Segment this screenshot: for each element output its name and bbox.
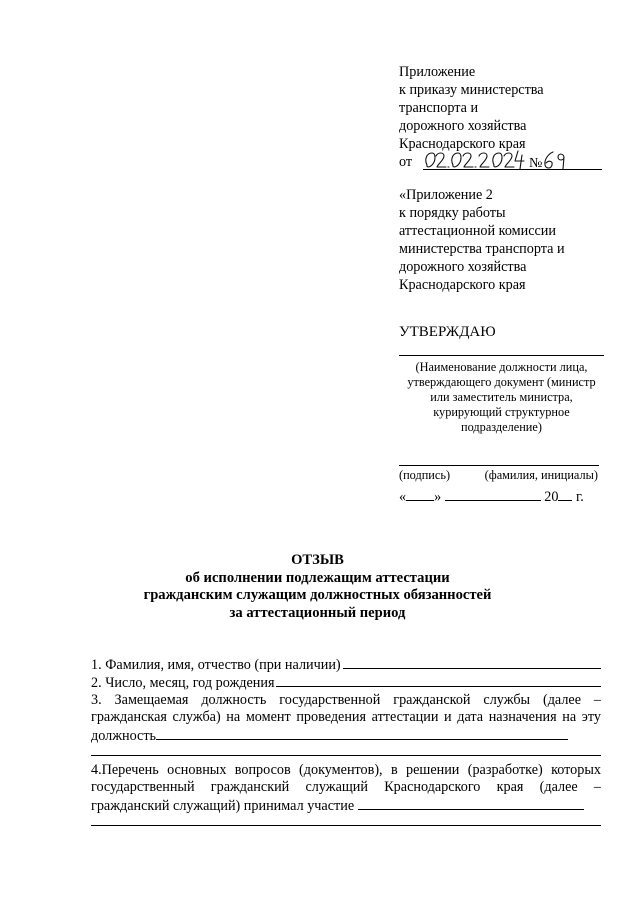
- year-suffix: г.: [576, 489, 584, 505]
- signature-line: [399, 465, 599, 466]
- name-caption: (фамилия, инициалы): [484, 468, 598, 482]
- field-label: 4.Перечень основных вопросов (документов), в решении (разработке) которых государственный гражданский служащий Краснодарского края (далее – гражданский служащий) принимал участие: [91, 762, 601, 814]
- appendix-2-line: аттестационной комиссии: [399, 223, 556, 239]
- year-blank: [558, 487, 572, 501]
- full-name-blank: [343, 656, 601, 669]
- field-position: [91, 692, 601, 745]
- position-blank: [156, 726, 568, 740]
- birth-date-blank: [276, 674, 601, 687]
- month-blank: [445, 487, 541, 501]
- document-title: [60, 552, 575, 622]
- appendix-2-line: Краснодарского края: [399, 277, 526, 293]
- appendix-1-line: транспорта и: [399, 100, 479, 116]
- day-blank: [406, 487, 434, 501]
- signature-caption: (подпись): [399, 468, 451, 482]
- appendix-2-header: [399, 186, 604, 294]
- signature-captions: [399, 468, 604, 483]
- year-prefix: 20: [544, 489, 559, 505]
- title-line: об исполнении подлежащим аттестации: [185, 569, 450, 586]
- approver-position-caption: (Наименование должности лица, утверждающего документ (министр или заместитель министра, курирующий структурное подразделение): [407, 360, 596, 434]
- title-line: за аттестационный период: [229, 604, 406, 621]
- appendix-2-line: «Приложение 2: [399, 187, 493, 203]
- approver-position-line: [399, 355, 604, 356]
- appendix-1-line: к приказу министерства: [399, 82, 544, 98]
- appendix-1-line: Приложение: [399, 64, 476, 80]
- review-form: [91, 656, 601, 832]
- date-open-quote: «: [399, 489, 407, 505]
- field-label: 3. Замещаемая должность государственной гражданской службы (далее – гражданская служба) на момент проведения аттестации и дата назначения на эту должность: [91, 692, 601, 744]
- appendix-1-line: Краснодарского края: [399, 136, 526, 152]
- main-issues-blank: [358, 796, 584, 810]
- title-line: ОТЗЫВ: [291, 552, 344, 568]
- approval-title: УТВЕРЖДАЮ: [399, 324, 496, 340]
- position-extra-line: [91, 755, 601, 756]
- main-issues-extra-line: [91, 825, 601, 826]
- appendix-2-line: к порядку работы: [399, 205, 506, 221]
- number-sign: №: [529, 156, 543, 171]
- signature-row: [399, 465, 604, 483]
- title-line: гражданским служащим должностных обязанностей: [143, 587, 492, 603]
- field-label: 2. Число, месяц, год рождения: [91, 675, 275, 691]
- appendix-2-line: дорожного хозяйства: [399, 259, 527, 275]
- approval-block: [399, 323, 604, 506]
- field-main-issues: [91, 762, 601, 815]
- handwritten-date-number: [423, 147, 573, 175]
- field-birth-date: [91, 674, 601, 692]
- field-label: 1. Фамилия, имя, отчество (при наличии): [91, 657, 341, 673]
- order-date-number-field: [399, 153, 604, 173]
- date-prefix: от: [399, 154, 413, 170]
- date-close-quote: »: [434, 489, 442, 505]
- appendix-2-line: министерства транспорта и: [399, 241, 565, 257]
- approval-date-row: [399, 487, 604, 506]
- appendix-1-header: [399, 63, 604, 173]
- appendix-1-line: дорожного хозяйства: [399, 118, 527, 134]
- field-full-name: [91, 656, 601, 674]
